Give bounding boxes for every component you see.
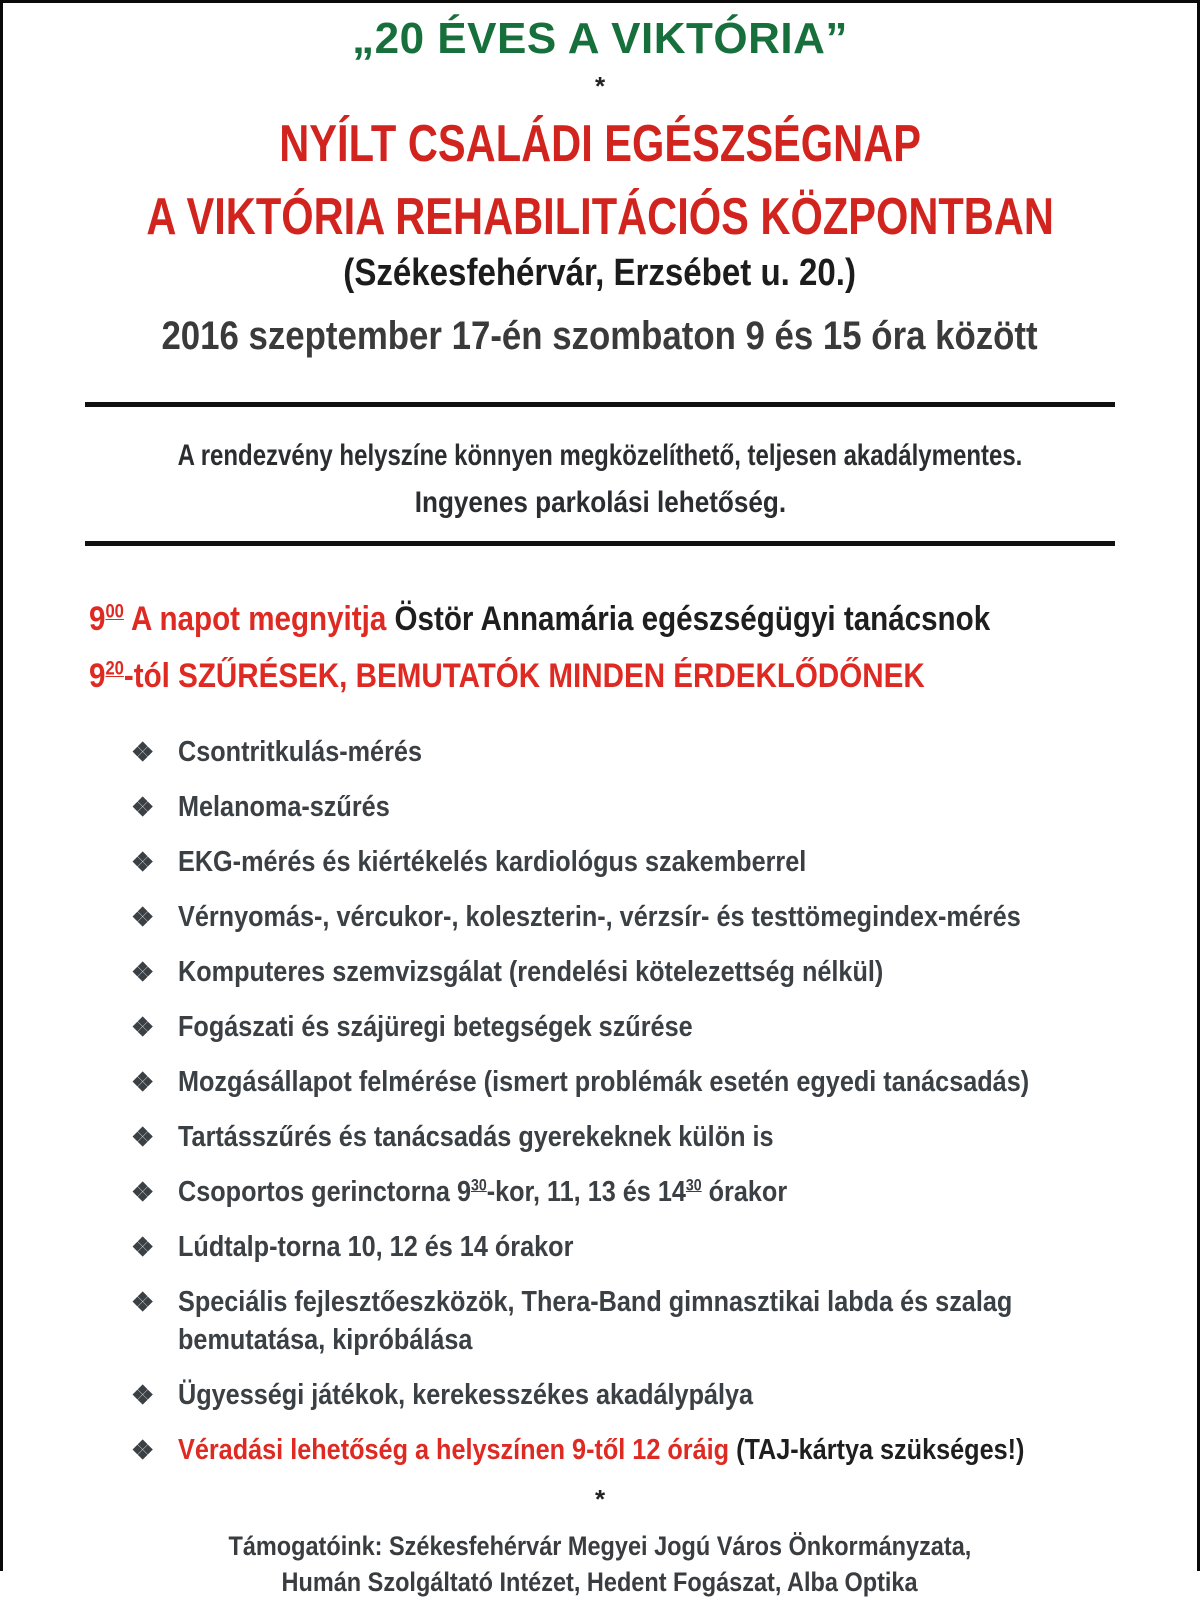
list-item-text: Csontritkulás-mérés — [178, 735, 422, 768]
fejlesztoeszkozok-line1: Speciális fejlesztőeszközök, Thera-Band gimnasztikai labda és szalag — [178, 1285, 1013, 1318]
program-list — [3, 733, 1197, 1469]
list-item-text: Vérnyomás-, vércukor-, koleszterin-, vérzsír- és testtömegindex-mérés — [178, 900, 1021, 933]
anniversary-title-text: „20 ÉVES A VIKTÓRIA” — [352, 14, 848, 63]
event-title-line1-text: NYÍLT CSALÁDI EGÉSZSÉGNAP — [279, 115, 921, 174]
opening-red-text: A napot megnyitja — [123, 600, 395, 639]
opening-time — [89, 600, 395, 638]
diamond-bullet-icon: ❖ — [131, 1121, 155, 1152]
veradas-black-text: (TAJ-kártya szükséges!) — [736, 1433, 1025, 1466]
gerinctorna-part2: -kor, 11, 13 és 14 — [486, 1175, 686, 1208]
diamond-bullet-icon: ❖ — [131, 1434, 155, 1465]
list-item-ludtalp — [3, 1228, 1197, 1266]
list-item-ugyessegi — [3, 1376, 1197, 1414]
list-item-text: Ügyességi játékok, kerekesszékes akadálypálya — [178, 1378, 754, 1411]
diamond-bullet-icon: ❖ — [131, 1379, 155, 1410]
list-item-vernyomas — [3, 898, 1197, 936]
diamond-bullet-icon: ❖ — [131, 956, 155, 987]
gerinctorna-sup1: 30 — [470, 1175, 487, 1194]
parking-notice — [3, 486, 1197, 519]
list-item-tartasszures — [3, 1118, 1197, 1156]
divider-top — [85, 402, 1115, 407]
list-item-text: Lúdtalp-torna 10, 12 és 14 órakor — [178, 1230, 574, 1263]
venue-address — [3, 253, 1197, 295]
opening-line-text — [89, 600, 990, 639]
list-item-melanoma — [3, 788, 1197, 826]
screenings-text: -tól SZŰRÉSEK, BEMUTATÓK MINDEN ÉRDEKLŐDŐNEK — [123, 657, 925, 696]
list-item-text: EKG-mérés és kiértékelés kardiológus szakemberrel — [178, 845, 807, 878]
sponsors-line2: Humán Szolgáltató Intézet, Hedent Fogászat, Alba Optika — [281, 1567, 919, 1597]
separator-star-top: * — [594, 71, 606, 102]
list-item-gerinctorna — [3, 1173, 1197, 1211]
screenings-hour: 9 — [89, 657, 106, 696]
venue-address-text: (Székesfehérvár, Erzsébet u. 20.) — [343, 251, 857, 294]
accessibility-notice — [3, 439, 1197, 472]
opening-line — [89, 600, 1157, 639]
diamond-bullet-icon: ❖ — [131, 1011, 155, 1042]
parking-notice-text: Ingyenes parkolási lehetőség. — [414, 486, 786, 520]
diamond-bullet-icon: ❖ — [131, 1176, 155, 1207]
event-date — [3, 314, 1197, 358]
list-item-veradas — [3, 1431, 1197, 1469]
anniversary-title — [3, 3, 1197, 63]
diamond-bullet-icon: ❖ — [131, 1286, 155, 1317]
list-item-fejlesztoeszkozok — [3, 1283, 1197, 1359]
accessibility-notice-text: A rendezvény helyszíne könnyen megközelíthető, teljesen akadálymentes. — [177, 439, 1023, 473]
list-item-text: Melanoma-szűrés — [178, 790, 390, 823]
screenings-line-text — [89, 657, 925, 696]
list-item-text — [178, 1283, 1012, 1359]
opening-minutes-sup: 00 — [105, 602, 124, 624]
fejlesztoeszkozok-line2: bemutatása, kipróbálása — [178, 1323, 473, 1356]
list-item-szemvizsgalat — [3, 953, 1197, 991]
diamond-bullet-icon: ❖ — [131, 1231, 155, 1262]
list-item-text: Komputeres szemvizsgálat (rendelési kötelezettség nélkül) — [178, 955, 884, 988]
diamond-bullet-icon: ❖ — [131, 791, 155, 822]
separator-star-bottom: * — [594, 1483, 606, 1514]
divider-bottom — [85, 541, 1115, 546]
event-title-line2 — [3, 187, 1197, 246]
gerinctorna-sup2: 30 — [685, 1175, 702, 1194]
list-item-text — [178, 1173, 787, 1211]
list-item-text: Tartásszűrés és tanácsadás gyerekeknek külön is — [178, 1120, 774, 1153]
gerinctorna-part3: órakor — [701, 1175, 788, 1208]
list-item-text — [178, 1431, 1024, 1469]
diamond-bullet-icon: ❖ — [131, 901, 155, 932]
list-item-fogaszat — [3, 1008, 1197, 1046]
diamond-bullet-icon: ❖ — [131, 736, 155, 767]
event-date-text: 2016 szeptember 17-én szombaton 9 és 15 óra között — [161, 314, 1039, 359]
sponsors-footer — [3, 1528, 1197, 1600]
diamond-bullet-icon: ❖ — [131, 846, 155, 877]
list-item-text: Fogászati és szájüregi betegségek szűrése — [178, 1010, 693, 1043]
sponsors-line1: Támogatóink: Székesfehérvár Megyei Jogú Város Önkormányzata, — [228, 1530, 972, 1561]
gerinctorna-part1: Csoportos gerinctorna 9 — [178, 1175, 471, 1208]
list-item-mozgasallapot — [3, 1063, 1197, 1101]
opening-speaker: Östör Annamária egészségügyi tanácsnok — [394, 600, 991, 639]
screenings-minutes-sup: 20 — [105, 659, 124, 681]
list-item-ekg — [3, 843, 1197, 881]
list-item-csontritkulas — [3, 733, 1197, 771]
opening-hour: 9 — [89, 600, 106, 639]
veradas-red-text: Véradási lehetőség a helyszínen 9-től 12 óráig — [178, 1433, 737, 1466]
event-title-line1 — [3, 117, 1197, 172]
event-title-line2-text: A VIKTÓRIA REHABILITÁCIÓS KÖZPONTBAN — [146, 187, 1054, 246]
screenings-line — [89, 657, 1157, 696]
list-item-text: Mozgásállapot felmérése (ismert problémák esetén egyedi tanácsadás) — [178, 1065, 1030, 1098]
diamond-bullet-icon: ❖ — [131, 1066, 155, 1097]
